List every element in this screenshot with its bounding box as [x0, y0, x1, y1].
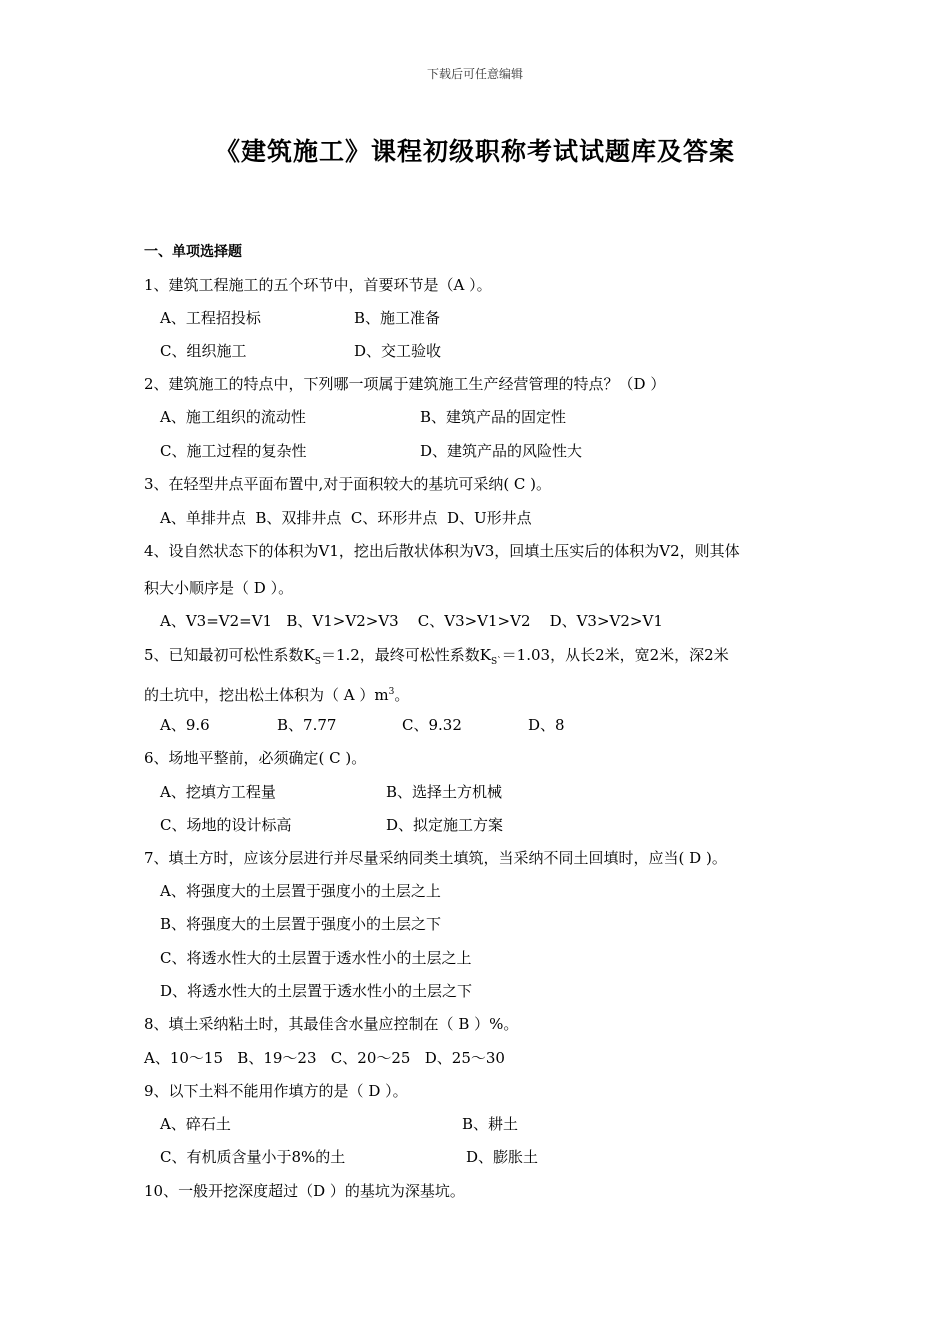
q9-option-d: D、膨胀土: [466, 1148, 539, 1166]
question-10: 10、一般开挖深度超过（D ）的基坑为深基坑。: [144, 1182, 465, 1200]
question-2: 2、建筑施工的特点中，下列哪一项属于建筑施工生产经营管理的特点？（D ）: [144, 375, 666, 393]
q6-option-a: A、挖填方工程量: [160, 783, 276, 801]
q7-option-a: A、将强度大的土层置于强度小的土层之上: [160, 882, 441, 900]
question-4-line1: 4、设自然状态下的体积为V1，挖出后散状体积为V3，回填土压实后的体积为V2，则其体: [144, 542, 740, 560]
section-heading: 一、单项选择题: [144, 244, 242, 260]
q2-option-d: D、建筑产品的风险性大: [420, 442, 583, 460]
q9-option-c: C、有机质含量小于8%的土: [160, 1148, 346, 1166]
q2-option-b: B、建筑产品的固定性: [420, 408, 567, 426]
q7-option-d: D、将透水性大的土层置于透水性小的土层之下: [160, 982, 473, 1000]
question-8: 8、填土采纳粘土时，其最佳含水量应控制在（ B ）%。: [144, 1015, 519, 1033]
q5-option-b: B、7.77: [277, 716, 337, 734]
question-6: 6、场地平整前，必须确定( C )。: [144, 749, 367, 767]
q2-option-a: A、施工组织的流动性: [160, 408, 306, 426]
document-title: 《建筑施工》课程初级职称考试试题库及答案: [214, 137, 735, 166]
q6-option-d: D、拟定施工方案: [386, 816, 504, 834]
question-7: 7、填土方时，应该分层进行并尽量采纳同类土填筑，当采纳不同土回填时，应当( D )。: [144, 849, 727, 867]
q3-options: A、单排井点 B、双排井点 C、环形井点 D、U形井点: [160, 509, 532, 527]
q7-option-b: B、将强度大的土层置于强度小的土层之下: [160, 915, 442, 933]
question-5-line2: 的土坑中，挖出松土体积为（ A ）$m^3$。: [144, 686, 410, 704]
q4-options: A、V3=V2=V1 B、V1>V2>V3 C、V3>V1>V2 D、V3>V2>V1: [160, 612, 663, 630]
q9-option-a: A、碎石土: [160, 1115, 231, 1133]
question-1: 1、建筑工程施工的五个环节中，首要环节是（A ）。: [144, 276, 492, 294]
q1-option-c: C、组织施工: [160, 342, 247, 360]
question-5-line1: 5、已知最初可松性系数$K_S=1.2$，最终可松性系数$K_{S`}=1.03$，从长2米，宽2米，深2米: [144, 646, 729, 667]
question-4-line2: 积大小顺序是（ D ）。: [144, 579, 294, 597]
q1-option-d: D、交工验收: [354, 342, 442, 360]
q1-option-b: B、施工准备: [354, 309, 441, 327]
q6-option-c: C、场地的设计标高: [160, 816, 292, 834]
q5-option-d: D、8: [528, 716, 565, 734]
q9-option-b: B、耕土: [462, 1115, 519, 1133]
q1-option-a: A、工程招投标: [160, 309, 261, 327]
question-3: 3、在轻型井点平面布置中,对于面积较大的基坑可采纳( C )。: [144, 475, 552, 493]
q6-option-b: B、选择土方机械: [386, 783, 503, 801]
q8-options: A、10～15 B、19～23 C、20～25 D、25～30: [144, 1049, 505, 1067]
page-header: 下载后可任意编辑: [426, 67, 523, 81]
q5-option-a: A、9.6: [160, 716, 210, 734]
q2-option-c: C、施工过程的复杂性: [160, 442, 307, 460]
q5-option-c: C、9.32: [402, 716, 462, 734]
question-9: 9、以下土料不能用作填方的是（ D ）。: [144, 1082, 408, 1100]
q7-option-c: C、将透水性大的土层置于透水性小的土层之上: [160, 949, 472, 967]
